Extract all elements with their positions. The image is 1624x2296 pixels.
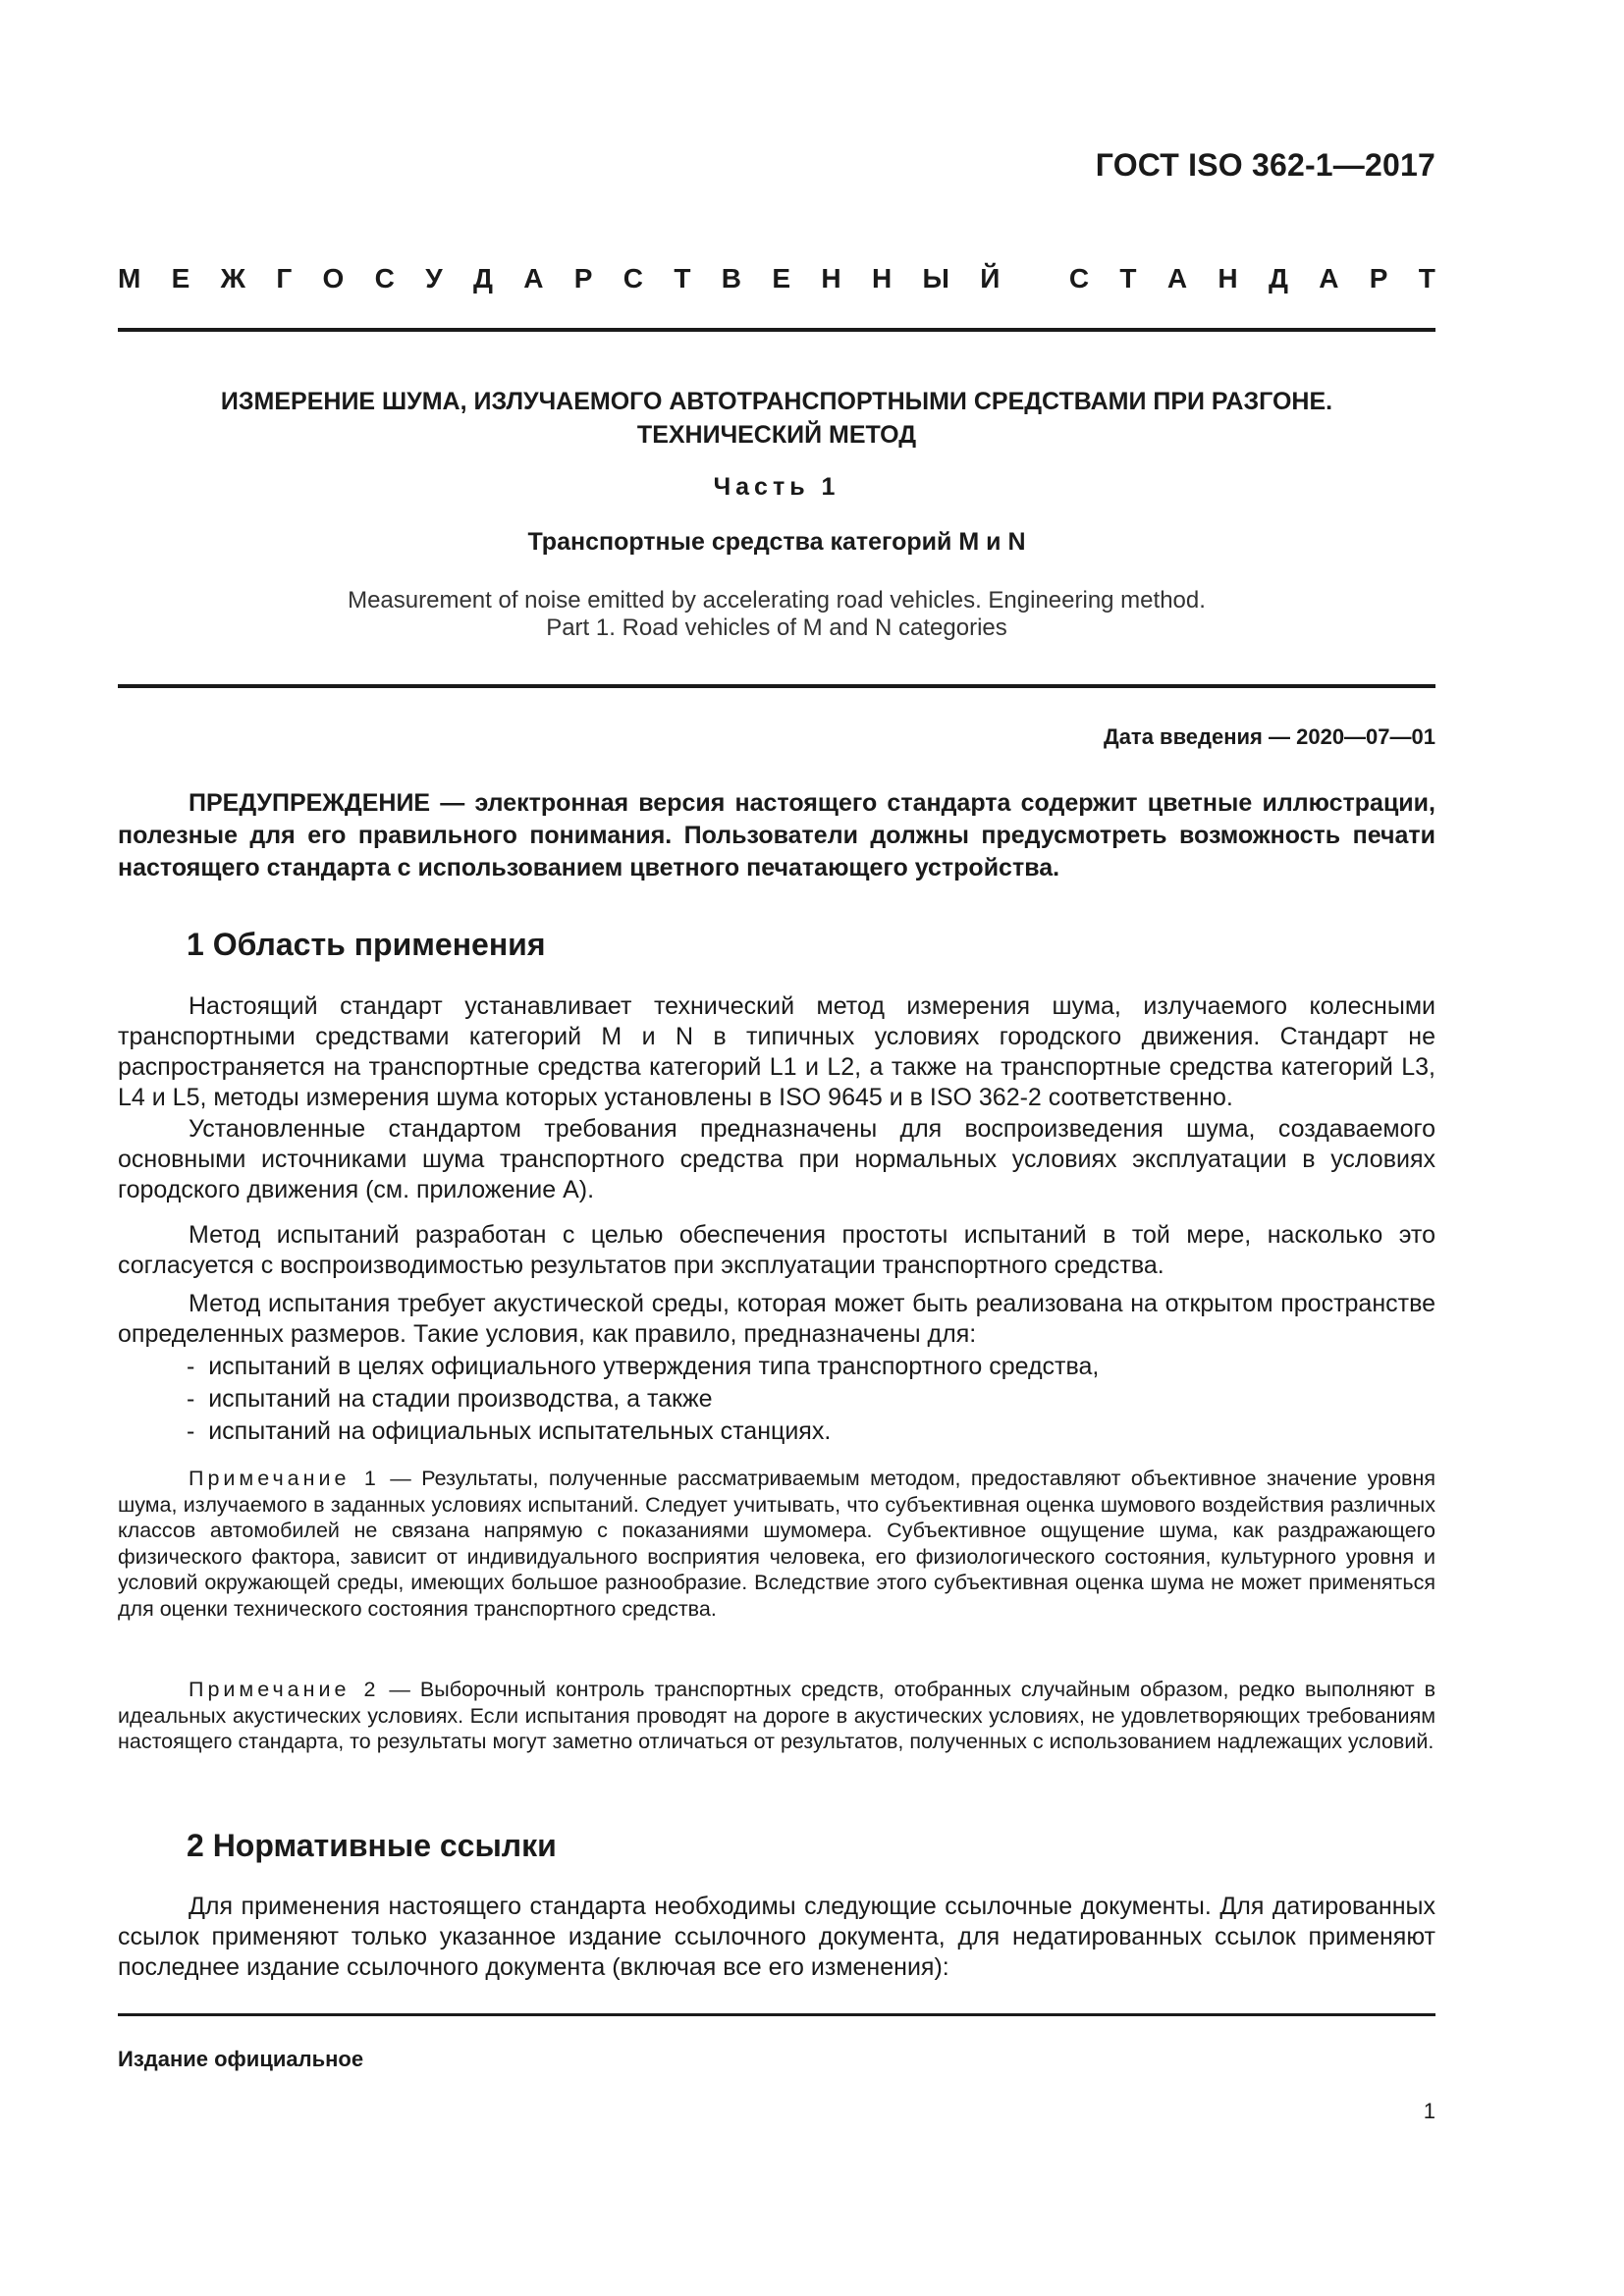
banner-letter: У [425, 263, 443, 294]
interstate-standard-banner [118, 263, 1435, 294]
list-item: - испытаний в целях официального утверждения типа транспортного средства, [187, 1351, 1435, 1383]
title-divider [118, 684, 1435, 688]
test-purpose-list [187, 1351, 1435, 1448]
banner-letter: Н [821, 263, 841, 294]
note-2 [118, 1677, 1435, 1755]
banner-spacer [1031, 263, 1039, 294]
paragraph: Для применения настоящего стандарта необходимы следующие ссылочные документы. Для датированных ссылок применяют только указанное издание ссылочного документа, для недатированных ссылок применяют последнее издание ссылочного документа (включая все его изменения): [118, 1893, 1435, 1981]
standard-code: ГОСТ ISO 362-1—2017 [1095, 147, 1435, 183]
banner-letter: Т [674, 263, 691, 294]
banner-letter: Ы [922, 263, 949, 294]
note-label: Примечание 1 [189, 1467, 380, 1490]
banner-letter: Д [1268, 263, 1288, 294]
banner-letter: В [721, 263, 742, 294]
banner-letter: Й [980, 263, 1001, 294]
banner-letter: Н [1218, 263, 1238, 294]
banner-letter: Н [871, 263, 893, 294]
banner-letter: Т [1119, 263, 1137, 294]
warning-paragraph: ПРЕДУПРЕЖДЕНИЕ — электронная версия настоящего стандарта содержит цветные иллюстрации, полезные для его правильного понимания. Пользователи должны предусмотреть возможность печати настоящего стандарта с использованием цветного печатающего устройства. [118, 789, 1435, 881]
english-title-line: Measurement of noise emitted by accelerating road vehicles. Engineering method. [348, 587, 1206, 614]
section-heading-scope: 1 Область применения [187, 927, 546, 962]
paragraph: Настоящий стандарт устанавливает технический метод измерения шума, излучаемого колесными транспортными средствами категорий M и N в типичных условиях городского движения. Стандарт не распространяется на транспортные средства категорий L1 и L2, а также на транспортные средства категорий L3, L4 и L5, методы измерения шума которых установлены в ISO 9645 и в ISO 362-2 соответственно. [118, 992, 1435, 1111]
document-title [118, 385, 1435, 452]
banner-letter: А [1166, 263, 1188, 294]
banner-letter: А [1319, 263, 1339, 294]
section-heading-references: 2 Нормативные ссылки [187, 1828, 557, 1863]
banner-letter: Д [472, 263, 493, 294]
paragraph: Метод испытаний разработан с целью обеспечения простоты испытаний в той мере, насколько это согласуется с воспроизводимостью результатов при эксплуатации транспортного средства. [118, 1221, 1435, 1279]
page-number: 1 [1423, 2099, 1435, 2123]
banner-letter: М [118, 263, 141, 294]
banner-letter: Е [171, 263, 190, 294]
note-text: — Результаты, полученные рассматриваемым методом, предоставляют объективное значение уровня шума, излучаемого в заданных условиях испытаний. Следует учитывать, что субъективная оценка шумового воздействия различных классов автомобилей не связана напрямую с показаниями шумомера. Субъективное ощущение шума, как раздражающего физического фактора, зависит от индивидуального восприятия человека, его физиологического состояния, культурного уровня и условий окружающей среды, имеющих большое разнообразие. Вследствие этого субъективная оценка шума не может применяться для оценки технического состояния транспортного средства. [118, 1467, 1435, 1621]
paragraph: Метод испытания требует акустической среды, которая может быть реализована на открытом пространстве определенных размеров. Такие условия, как правило, предназначены для: [118, 1290, 1435, 1348]
english-title-line: Part 1. Road vehicles of M and N categories [546, 614, 1007, 641]
official-edition-label: Издание официальное [118, 2047, 364, 2071]
note-text: — Выборочный контроль транспортных средств, отобранных случайным образом, редко выполняют в идеальных акустических условиях. Если испытания проводят на дороге в акустических условиях, не удовлетворяющих требованиям настоящего стандарта, то результаты могут заметно отличаться от результатов, полученных с использованием надлежащих условий. [118, 1678, 1435, 1753]
title-line: ИЗМЕРЕНИЕ ШУМА, ИЗЛУЧАЕМОГО АВТОТРАНСПОРТНЫМИ СРЕДСТВАМИ ПРИ РАЗГОНЕ. [220, 388, 1333, 415]
introduction-date: Дата введения — 2020—07—01 [1104, 724, 1435, 749]
list-item: - испытаний на стадии производства, а также [187, 1383, 1435, 1415]
footer-divider [118, 2013, 1435, 2016]
note-1 [118, 1466, 1435, 1622]
note-label: Примечание 2 [189, 1678, 380, 1701]
banner-letter: О [322, 263, 345, 294]
header-divider [118, 328, 1435, 332]
title-line: ТЕХНИЧЕСКИЙ МЕТОД [636, 421, 917, 449]
banner-letter: Е [772, 263, 791, 294]
banner-letter: Ж [220, 263, 245, 294]
list-item: - испытаний на официальных испытательных станциях. [187, 1415, 1435, 1448]
banner-letter: С [1068, 263, 1090, 294]
document-subtitle: Транспортные средства категорий M и N [527, 528, 1026, 556]
paragraph: Установленные стандартом требования предназначены для воспроизведения шума, создаваемого основными источниками шума транспортного средства при нормальных условиях эксплуатации в условиях городского движения (см. приложение А). [118, 1115, 1435, 1203]
banner-letter: Р [1369, 263, 1388, 294]
english-title [118, 587, 1435, 642]
banner-letter: Р [573, 263, 593, 294]
banner-letter: С [374, 263, 395, 294]
part-label: Часть 1 [713, 473, 840, 501]
banner-letter: Т [1418, 263, 1435, 294]
banner-letter: Г [276, 263, 293, 294]
banner-letter: А [523, 263, 544, 294]
banner-letter: С [623, 263, 644, 294]
